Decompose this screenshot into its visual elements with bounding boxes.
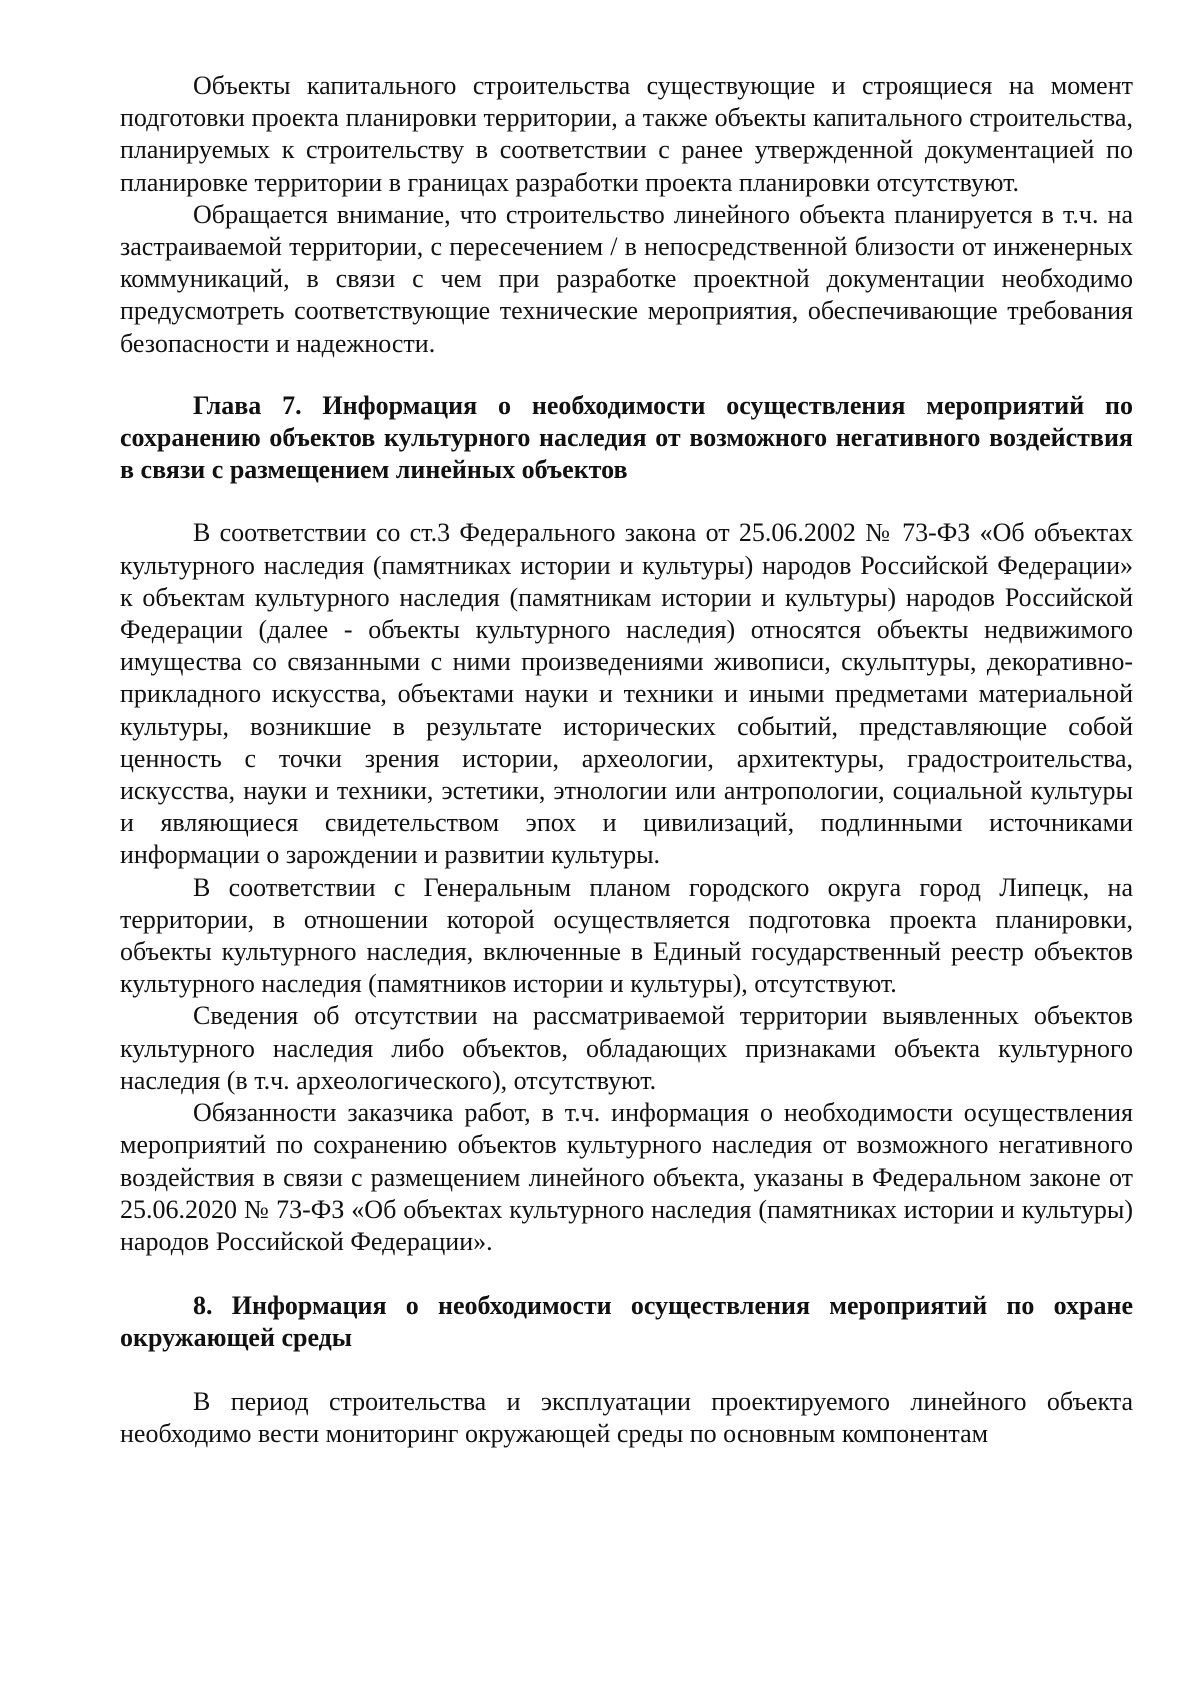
chapter7-heading: Глава 7. Информация о необходимости осуществления мероприятий по сохранению объектов культурного наследия от возможного негативного воздействия в связи с размещением линейных объектов [120, 390, 1133, 485]
paragraph-engineering-note: Обращается внимание, что строительство линейного объекта планируется в т.ч. на застраиваемой территории, с пересечением / в непосредственной близости от инженерных коммуникаций, в связи с чем при разработке проектной документации необходимо предусмотреть соответствующие технические мероприятия, обеспечивающие требования безопасности и надежности. [120, 199, 1133, 358]
paragraph-customer-obligations: Обязанности заказчика работ, в т.ч. информация о необходимости осуществления мероприятий по сохранению объектов культурного наследия от возможного негативного воздействия в связи с размещением линейного объекта, указаны в Федеральном законе от 25.06.2020 № 73-ФЗ «Об объектах культурного наследия (памятниках истории и культуры) народов Российской Федерации». [120, 1098, 1133, 1256]
paragraph-environment-monitoring: В период строительства и эксплуатации проектируемого линейного объекта необходимо вести мониторинг окружающей среды по основным компонентам [120, 1386, 1133, 1448]
paragraph-no-identified-objects: Сведения об отсутствии на рассматриваемой территории выявленных объектов культурного наследия либо объектов, обладающих признаками объекта культурного наследия (в т.ч. археологического), отсутствуют. [120, 1001, 1133, 1095]
paragraph-existing-objects: Объекты капитального строительства существующие и строящиеся на момент подготовки проекта планировки территории, а также объекты капитального строительства, планируемых к строительству в соответствии с ранее утвержденной документацией по планировке территории в границах разработки проекта планировки отсутствуют. [120, 71, 1133, 197]
paragraph-cultural-heritage-law: В соответствии со ст.3 Федерального закона от 25.06.2002 № 73-ФЗ «Об объектах культурного наследия (памятниках истории и культуры) народов Российской Федерации» к объектам культурного наследия (памятникам истории и культуры) народов Российской Федерации (далее - объекты культурного наследия) относятся объекты недвижимого имущества со связанными с ними произведениями живописи, скульптуры, декоративно-прикладного искусства, объектами науки и техники и иными предметами материальной культуры, возникшие в результате исторических событий, представляющие собой ценность с точки зрения истории, археологии, архитектуры, градостроительства, искусства, науки и техники, эстетики, этнологии или антропологии, социальной культуры и являющиеся свидетельством эпох и цивилизаций, подлинными источниками информации о зарождении и развитии культуры. [120, 518, 1133, 870]
paragraph-general-plan: В соответствии с Генеральным планом городского округа город Липецк, на территории, в отношении которой осуществляется подготовка проекта планировки, объекты культурного наследия, включенные в Единый государственный реестр объектов культурного наследия (памятников истории и культуры), отсутствуют. [120, 872, 1133, 999]
chapter8-heading: 8. Информация о необходимости осуществления мероприятий по охране окружающей среды [120, 1291, 1133, 1353]
document-page [120, 70, 1133, 1450]
